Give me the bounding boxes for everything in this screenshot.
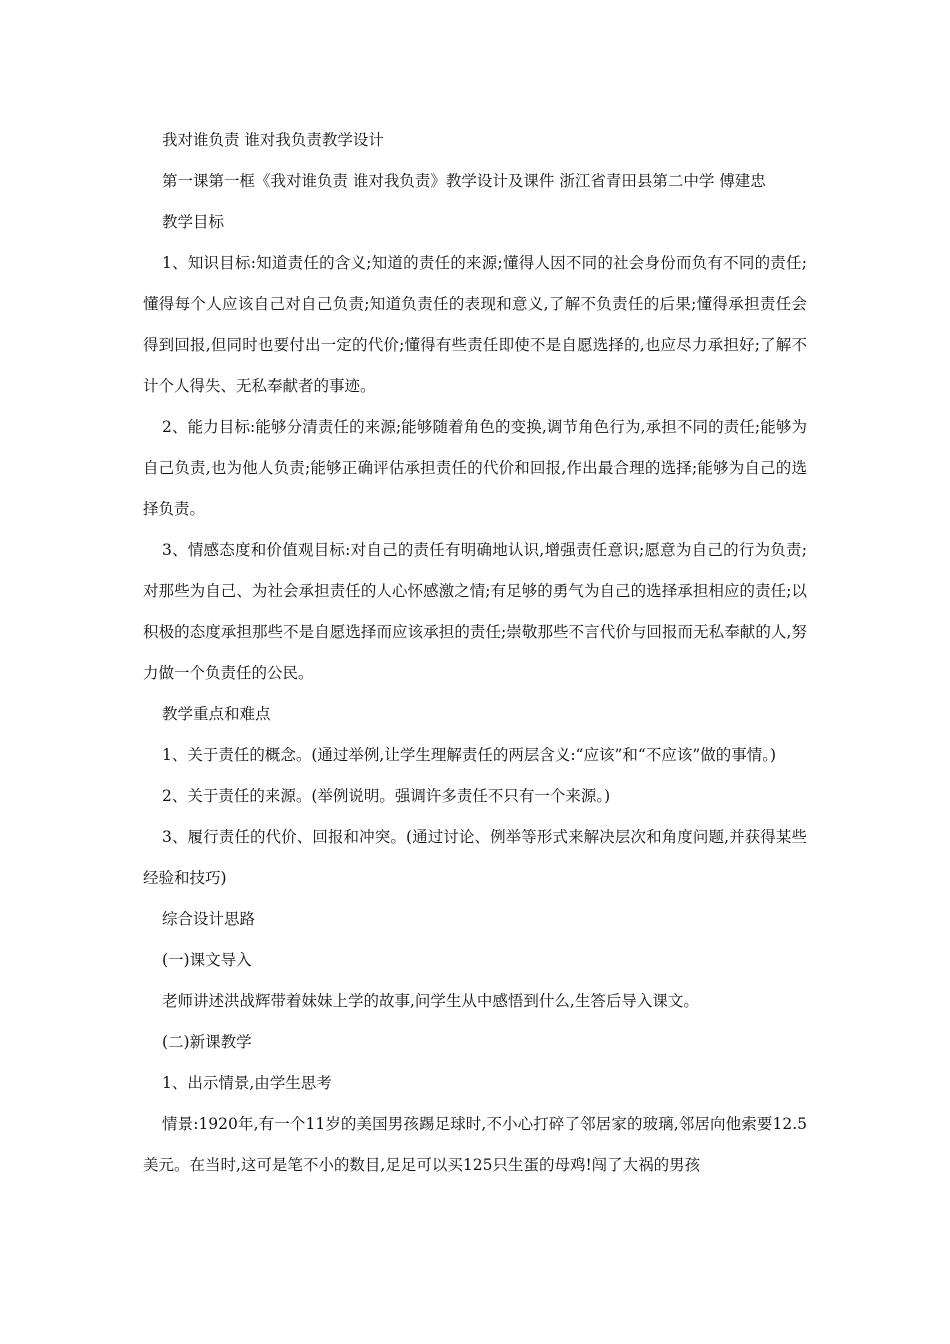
section-heading-key-points: 教学重点和难点: [162, 705, 271, 723]
subheading-new-lesson: (二)新课教学: [162, 1033, 252, 1051]
section-heading-design: 综合设计思路: [162, 910, 256, 928]
scenario-paragraph: 情景:1920年,有一个11岁的美国男孩踢足球时,不小心打碎了邻居家的玻璃,邻居向他索要12.5美元。在当时,这可是笔不小的数目,足足可以买125只生蛋的母鸡!闯了大祸的男孩: [143, 1115, 807, 1174]
key-point-2: 2、关于责任的来源。(举例说明。强调许多责任不只有一个来源。): [162, 787, 611, 805]
key-point-1: 1、关于责任的概念。(通过举例,让学生理解责任的两层含义:“应该”和“不应该”做的事情。): [162, 746, 777, 764]
subtitle-paragraph: 第一课第一框《我对谁负责 谁对我负责》教学设计及课件 浙江省青田县第二中学 傅建忠: [162, 172, 766, 190]
key-point-3: 3、履行责任的代价、回报和冲突。(通过讨论、例举等形式来解决层次和角度问题,并获得某些经验和技巧): [143, 828, 807, 887]
document-title: 我对谁负责 谁对我负责教学设计: [162, 131, 384, 149]
objective-emotion: 3、情感态度和价值观目标:对自己的责任有明确地认识,增强责任意识;愿意为自己的行为负责;对那些为自己、为社会承担责任的人心怀感激之情;有足够的勇气为自己的选择承担相应的责任;以积极的态度承担那些不是自愿选择而应该承担的责任;崇敬那些不言代价与回报而无私奉献的人,努力做一个负责任的公民。: [143, 541, 807, 682]
objective-knowledge: 1、知识目标:知道责任的含义;知道的责任的来源;懂得人因不同的社会身份而负有不同的责任;懂得每个人应该自己对自己负责;知道负责任的表现和意义,了解不负责任的后果;懂得承担责任会得到回报,但同时也要付出一定的代价;懂得有些责任即使不是自愿选择的,也应尽力承担好;了解不计个人得失、无私奉献者的事迹。: [143, 254, 807, 395]
subheading-intro: (一)课文导入: [162, 951, 252, 969]
intro-paragraph: 老师讲述洪战辉带着妹妹上学的故事,问学生从中感悟到什么,生答后导入课文。: [162, 992, 699, 1010]
section-heading-objectives: 教学目标: [162, 213, 225, 231]
objective-ability: 2、能力目标:能够分清责任的来源;能够随着角色的变换,调节角色行为,承担不同的责任;能够为自己负责,也为他人负责;能够正确评估承担责任的代价和回报,作出最合理的选择;能够为自己的选择负责。: [143, 418, 807, 518]
step-1: 1、出示情景,由学生思考: [162, 1074, 332, 1092]
